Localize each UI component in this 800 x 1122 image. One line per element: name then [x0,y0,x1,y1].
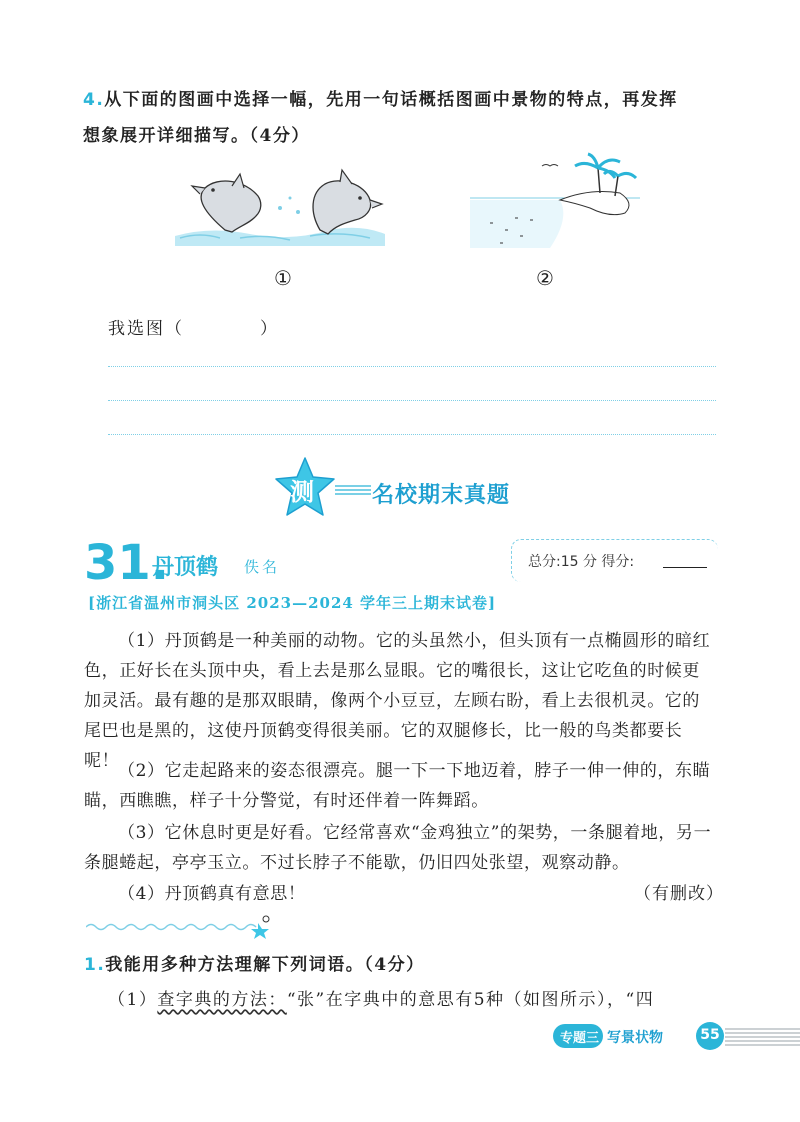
score-label: 总分:15 分 得分: [528,554,635,570]
picture-label-2: ② [536,266,554,290]
banner-title: 名校期末真题 [372,483,511,508]
score-input-line[interactable] [663,567,707,568]
footer-badge-text: 专题三 [560,1031,600,1046]
sub-rest: “张”在字典中的意思有5种（如图所示），“四 [286,990,655,1010]
choose-prompt: 我选图（ ） [108,319,279,339]
paragraph-3: （3）它休息时更是好看。它经常喜欢“金鸡独立”的架势，一条腿着地，另一条腿蜷起，亭亭玉立。不过长脖子不能歇，仍旧四处张望，观察动静。 [84,823,712,873]
answer-line-1[interactable] [108,366,716,367]
paragraph-1: （1）丹顶鹤是一种美丽的动物。它的头虽然小，但头顶有一点椭圆形的暗红色，正好长在头顶中央，看上去是那么显眼。它的嘴很长，这让它吃鱼的时候更加灵活。最有趣的是那双眼睛，像两个小豆豆，左顾右盼，看上去很机灵。它的尾巴也是黑的，这使丹顶鹤变得很美丽。它的双腿修长，比一般的鸟类都要长呢！ [84,631,711,771]
answer-line-2[interactable] [108,400,716,401]
wavy-divider [86,915,276,939]
banner-stripes [335,483,371,497]
dolphins-picture [170,168,395,250]
paragraph-4: （4）丹顶鹤真有意思！ [118,884,306,904]
sub-method: 查字典的方法： [157,990,287,1010]
question-text-line2: 想象展开详细描写。（4分） [83,126,310,146]
picture-label-1: ① [274,266,292,290]
article-title: 丹顶鹤 [152,555,219,580]
article-source: [浙江省温州市洞头区 2023—2024 学年三上期末试卷] [88,594,497,612]
answer-line-3[interactable] [108,434,716,435]
question-1-text: 我能用多种方法理解下列词语。（4分） [105,955,425,975]
question-4 [83,82,723,154]
footer-topic: 写景状物 [607,1030,663,1046]
article-author: 佚名 [244,558,281,576]
question-1-number: 1. [84,955,106,975]
edit-note: （有删改） [634,884,724,904]
question-1-sub [108,985,728,1010]
question-text-line1: 从下面的图画中选择一幅，先用一句话概括图画中景物的特点，再发挥 [104,90,678,110]
page-number: 55 [700,1027,720,1043]
paragraph-2: （2）它走起路来的姿态很漂亮。腿一下一下地迈着，脖子一伸一伸的，东瞄瞄，西瞧瞧，样子十分警觉，有时还伴着一阵舞蹈。 [84,761,711,811]
island-picture [470,148,640,258]
badge-char: 测 [290,478,314,506]
sub-prefix: （1） [108,990,158,1010]
footer-lines [725,1025,800,1047]
article-number: 31. [84,535,170,591]
question-number: 4. [83,90,105,110]
question-1 [84,950,425,975]
